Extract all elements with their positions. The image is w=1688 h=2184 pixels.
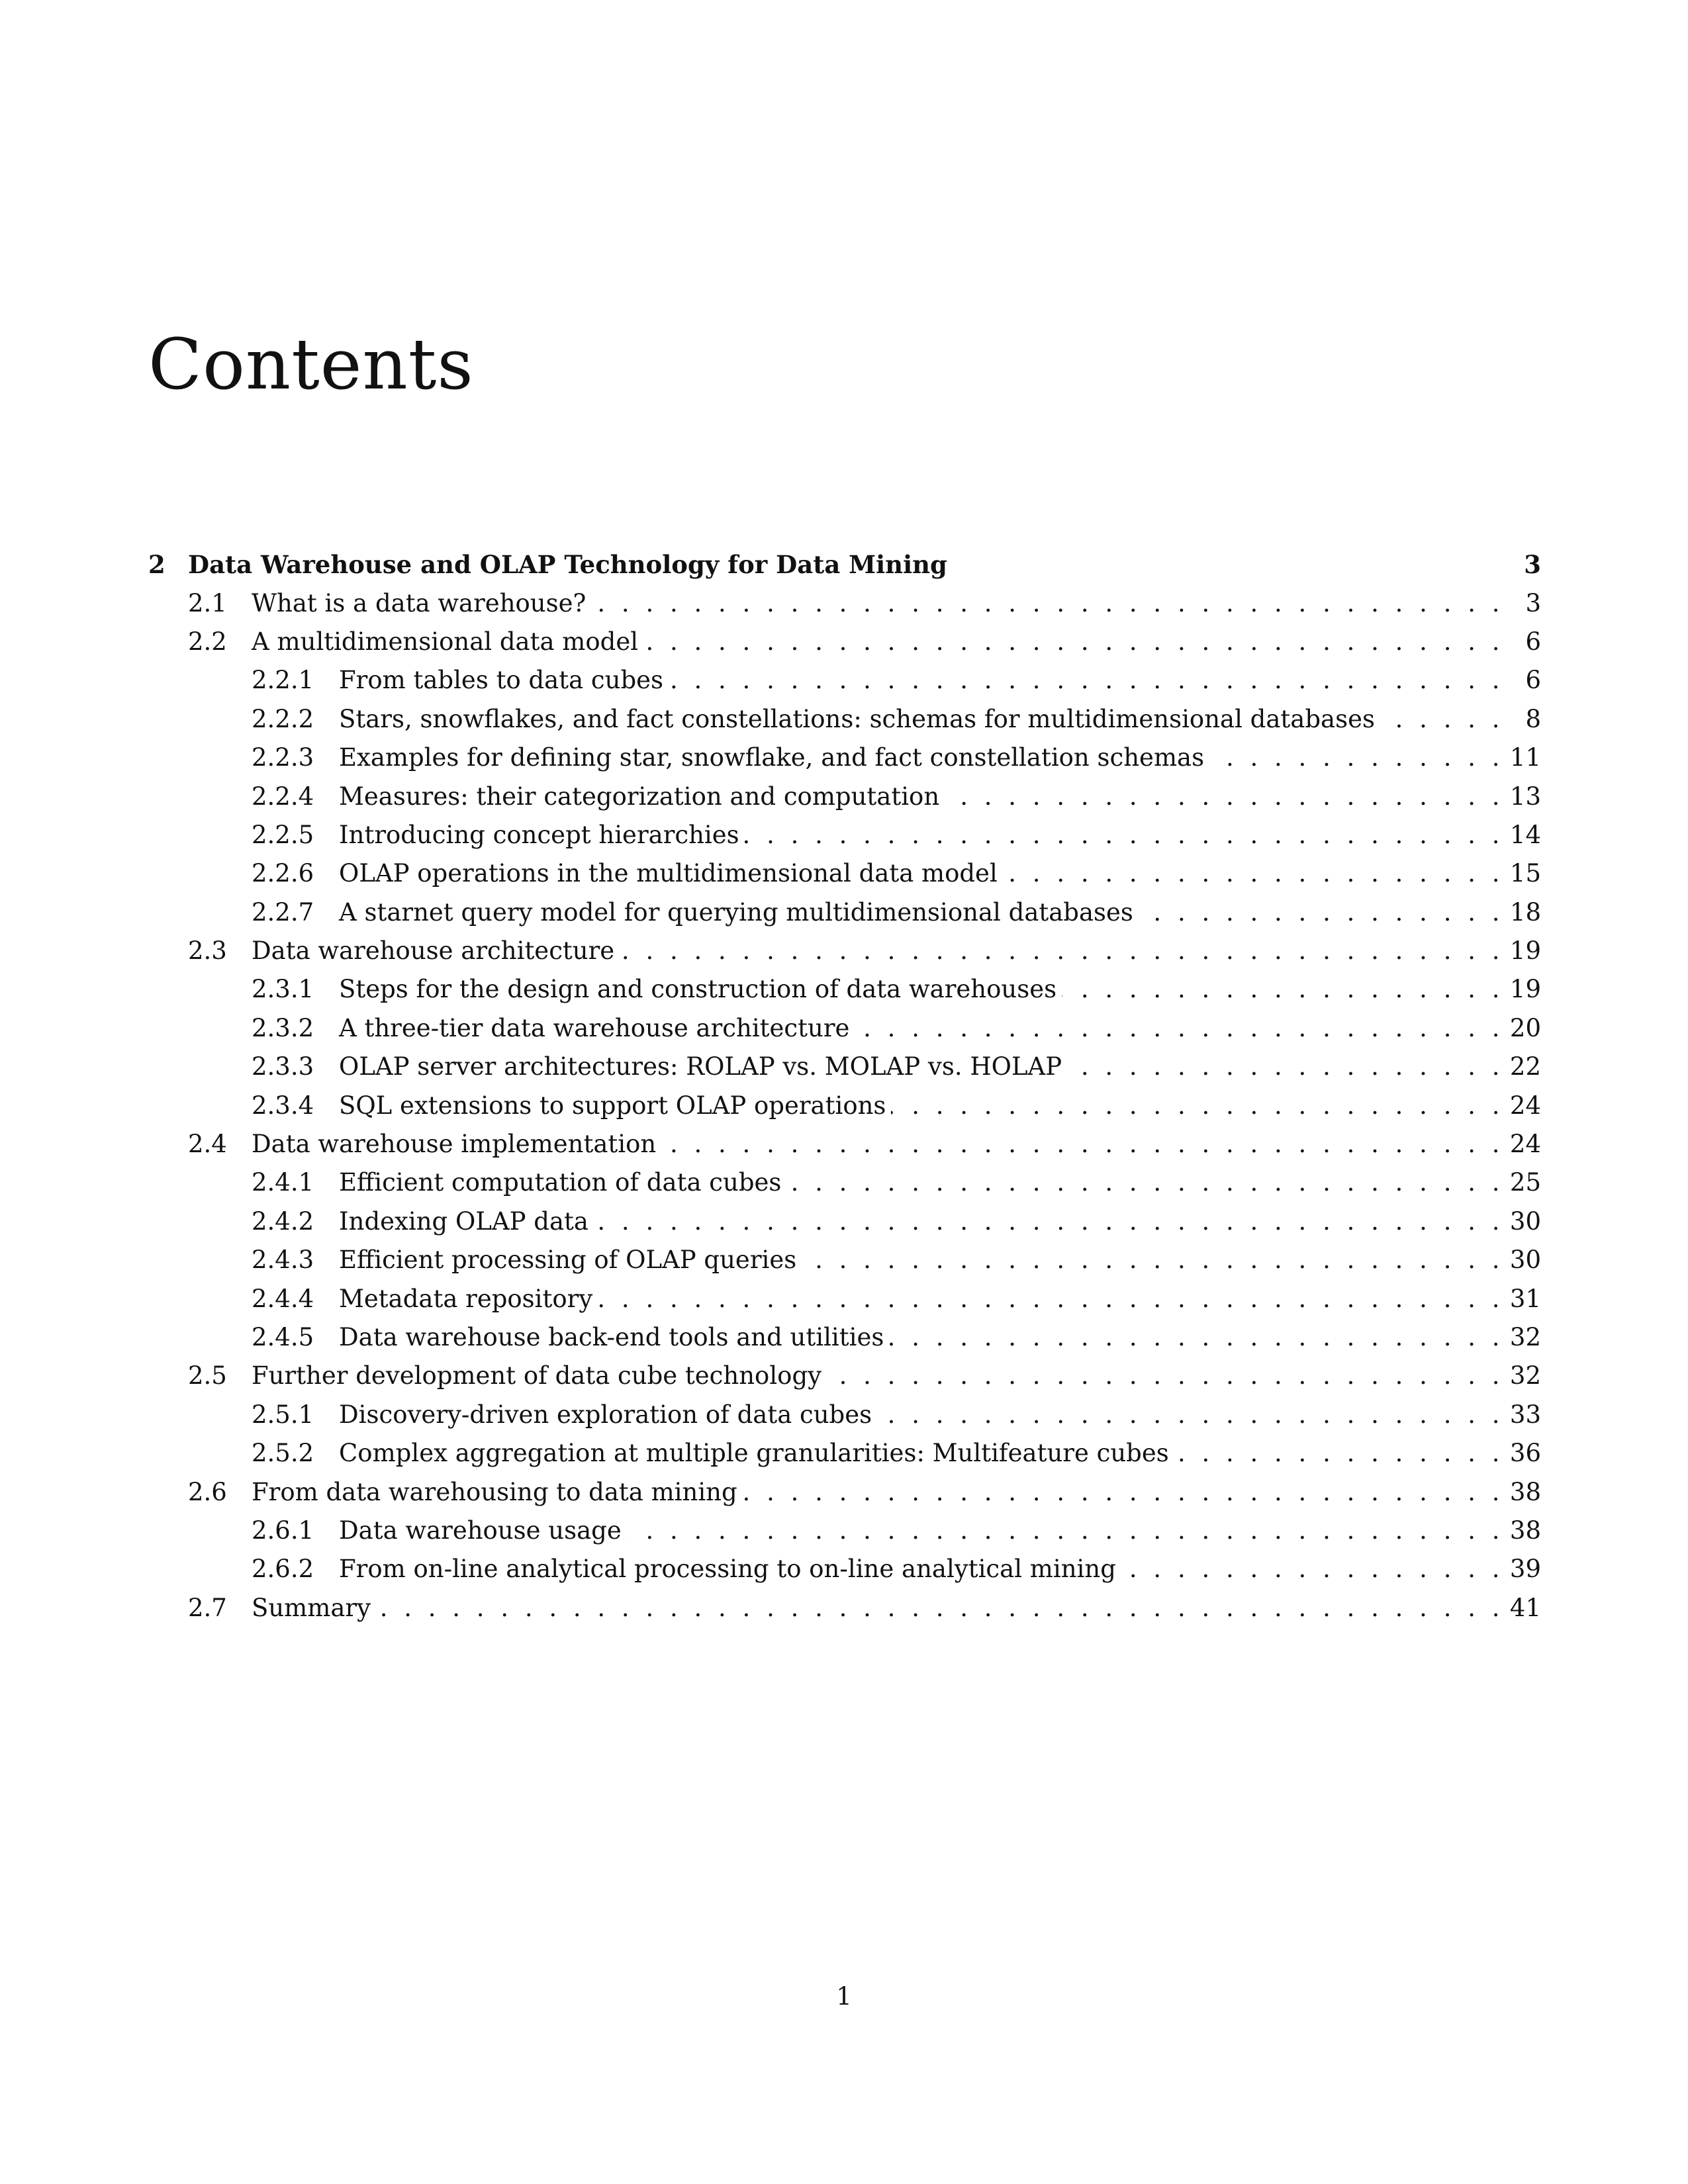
toc-entry-title: Complex aggregation at multiple granularities: Multifeature cubes <box>339 1439 1169 1468</box>
toc-dot-leader <box>1067 1048 1504 1086</box>
toc-entry-2-4-1[interactable] <box>148 1163 1541 1202</box>
toc-entry-page: 20 <box>1509 1013 1541 1042</box>
toc-leader <box>953 545 1504 584</box>
toc-entry-number: 2.3.2 <box>252 1013 314 1042</box>
toc-entry-number: 2.4.4 <box>252 1284 314 1313</box>
toc-entry-title: A three-tier data warehouse architecture <box>339 1013 850 1042</box>
toc-dot-leader <box>620 932 1504 970</box>
toc-entry-2-3-1[interactable] <box>148 970 1541 1009</box>
toc-entry-2-4[interactable] <box>148 1125 1541 1163</box>
toc-entry-page: 6 <box>1525 666 1541 695</box>
toc-entry-2-2-4[interactable] <box>148 777 1541 815</box>
toc-entry-title: A starnet query model for querying multidimensional databases <box>339 897 1133 927</box>
toc-entry-number: 2.2.2 <box>252 704 314 733</box>
toc-dot-leader <box>745 816 1504 854</box>
toc-dot-leader <box>669 661 1504 700</box>
toc-entry-title: Data warehouse back-end tools and utilities <box>339 1323 884 1351</box>
toc-entry-page: 19 <box>1509 936 1541 966</box>
toc-entry-page: 8 <box>1525 704 1541 733</box>
toc-entry-number: 2.2.3 <box>252 743 314 772</box>
toc-entry-number: 2.3.4 <box>252 1091 314 1120</box>
toc-entry-page: 3 <box>1525 588 1541 617</box>
toc-dot-leader <box>891 1087 1504 1125</box>
toc-entry-page: 22 <box>1509 1052 1541 1081</box>
toc-entry-page: 24 <box>1509 1130 1541 1159</box>
toc-entry-title: SQL extensions to support OLAP operations <box>339 1091 886 1120</box>
toc-entry-page: 13 <box>1509 782 1541 811</box>
toc-entry-title: Stars, snowflakes, and fact constellations: schemas for multidimensional databases <box>339 704 1375 733</box>
toc-entry-page: 30 <box>1509 1246 1541 1275</box>
toc-entry-number: 2.5.2 <box>252 1439 314 1468</box>
toc-dot-leader <box>661 1125 1504 1163</box>
toc-entry-page: 38 <box>1509 1516 1541 1545</box>
toc-entry-number: 2.6 <box>188 1477 227 1506</box>
toc-dot-leader <box>889 1318 1504 1357</box>
toc-entry-2-2-2[interactable] <box>148 700 1541 739</box>
toc-entry-2-2-7[interactable] <box>148 893 1541 932</box>
toc-entry-2-4-3[interactable] <box>148 1241 1541 1279</box>
toc-entry-title: Data warehouse implementation <box>252 1130 657 1159</box>
toc-entry-page: 38 <box>1509 1477 1541 1506</box>
toc-entry-2-3-3[interactable] <box>148 1048 1541 1086</box>
toc-entry-title: Introducing concept hierarchies <box>339 820 739 849</box>
toc-entry-number: 2.6.2 <box>252 1555 314 1584</box>
toc-entry-page: 15 <box>1509 859 1541 888</box>
toc-entry-2-2-1[interactable] <box>148 661 1541 700</box>
toc-entry-title: From tables to data cubes <box>339 666 664 695</box>
toc-entry-page: 14 <box>1509 820 1541 849</box>
toc-entry-title: Examples for defining star, snowflake, and fact constellation schemas <box>339 743 1205 772</box>
toc-entry-title: Data warehouse architecture <box>252 936 615 966</box>
toc-entry-2-4-2[interactable] <box>148 1203 1541 1241</box>
toc-entry-page: 32 <box>1509 1361 1541 1390</box>
toc-entry-page: 19 <box>1509 975 1541 1004</box>
toc-entry-number: 2.2.5 <box>252 820 314 849</box>
toc-dot-leader <box>827 1357 1504 1395</box>
toc-entry-number: 2.2.6 <box>252 859 314 888</box>
toc-entry-page: 18 <box>1509 897 1541 927</box>
toc-entry-title: From data warehousing to data mining <box>252 1477 737 1506</box>
toc-entry-number: 2.5.1 <box>252 1400 314 1429</box>
toc-entry-page: 3 <box>1524 550 1541 580</box>
toc-dot-leader <box>591 584 1504 623</box>
page-number: 1 <box>836 1982 852 2011</box>
toc-entry-title: A multidimensional data model <box>252 627 639 656</box>
toc-dot-leader <box>376 1589 1504 1627</box>
toc-entry-number: 2.2.7 <box>252 897 314 927</box>
toc-entry-page: 36 <box>1509 1439 1541 1468</box>
toc-entry-number: 2.2.4 <box>252 782 314 811</box>
toc-entry-number: 2.3 <box>188 936 227 966</box>
toc-entry-2-4-4[interactable] <box>148 1279 1541 1318</box>
toc-entry-2-2-5[interactable] <box>148 816 1541 854</box>
toc-entry-page: 41 <box>1509 1593 1541 1622</box>
toc-entry-title: OLAP operations in the multidimensional data model <box>339 859 998 888</box>
page-title: Contents <box>148 324 474 405</box>
toc-entry-title: Indexing OLAP data <box>339 1206 588 1236</box>
toc-entry-number: 2.4.3 <box>252 1246 314 1275</box>
toc-entry-title: Summary <box>252 1593 371 1622</box>
toc-entry-2-5-2[interactable] <box>148 1434 1541 1473</box>
toc-entry-page: 25 <box>1509 1168 1541 1197</box>
toc-entry-2-3-4[interactable] <box>148 1086 1541 1124</box>
toc-entry-number: 2.4 <box>188 1130 227 1159</box>
toc-entry-page: 11 <box>1509 743 1541 772</box>
toc-entry-title: What is a data warehouse? <box>252 588 586 617</box>
toc-entry-number: 2.3.1 <box>252 975 314 1004</box>
toc-entry-2-5-1[interactable] <box>148 1396 1541 1434</box>
toc-entry-2-3[interactable] <box>148 932 1541 970</box>
toc-dot-leader <box>1121 1550 1504 1588</box>
toc-entry-2-3-2[interactable] <box>148 1009 1541 1048</box>
toc-entry-title: Metadata repository <box>339 1284 593 1313</box>
toc-entry-2-6[interactable] <box>148 1473 1541 1511</box>
toc-entry-2-7[interactable] <box>148 1589 1541 1627</box>
toc-dot-leader <box>855 1009 1504 1048</box>
toc-entry-2-4-5[interactable] <box>148 1318 1541 1357</box>
toc-entry-page: 24 <box>1509 1091 1541 1120</box>
toc-entry-number: 2.7 <box>188 1593 227 1622</box>
toc-entry-chapter-2[interactable] <box>148 545 1541 584</box>
toc-entry-page: 32 <box>1509 1323 1541 1351</box>
toc-entry-2-6-1[interactable] <box>148 1512 1541 1550</box>
table-of-contents <box>148 545 1541 1627</box>
toc-dot-leader <box>598 1280 1504 1318</box>
toc-entry-title: Discovery-driven exploration of data cubes <box>339 1400 872 1429</box>
toc-entry-2-2[interactable] <box>148 623 1541 661</box>
toc-dot-leader <box>594 1203 1504 1241</box>
toc-entry-page: 6 <box>1525 627 1541 656</box>
toc-entry-page: 39 <box>1509 1555 1541 1584</box>
toc-dot-leader <box>945 778 1504 816</box>
toc-entry-number: 2.3.3 <box>252 1052 314 1081</box>
toc-entry-2-1[interactable] <box>148 584 1541 622</box>
toc-entry-number: 2.4.2 <box>252 1206 314 1236</box>
toc-dot-leader <box>802 1241 1504 1279</box>
toc-entry-page: 33 <box>1509 1400 1541 1429</box>
toc-entry-number: 2 <box>148 550 165 580</box>
toc-entry-page: 30 <box>1509 1206 1541 1236</box>
toc-dot-leader <box>1209 739 1504 777</box>
toc-entry-number: 2.4.5 <box>252 1323 314 1351</box>
toc-entry-title: OLAP server architectures: ROLAP vs. MOLAP vs. HOLAP <box>339 1052 1062 1081</box>
toc-dot-leader <box>1062 970 1504 1009</box>
toc-entry-2-2-6[interactable] <box>148 854 1541 893</box>
toc-entry-number: 2.2 <box>188 627 227 656</box>
toc-dot-leader <box>1380 700 1504 739</box>
toc-dot-leader <box>1139 893 1504 932</box>
toc-entry-title: Steps for the design and construction of data warehouses <box>339 975 1057 1004</box>
toc-entry-2-6-2[interactable] <box>148 1550 1541 1588</box>
toc-entry-title: Efficient computation of data cubes <box>339 1168 782 1197</box>
toc-dot-leader <box>786 1163 1504 1202</box>
toc-entry-number: 2.2.1 <box>252 666 314 695</box>
toc-dot-leader <box>643 623 1504 661</box>
toc-dot-leader <box>1003 854 1504 893</box>
toc-entry-2-2-3[interactable] <box>148 739 1541 777</box>
toc-dot-leader <box>877 1396 1504 1434</box>
toc-dot-leader <box>743 1473 1504 1512</box>
toc-entry-number: 2.1 <box>188 588 227 617</box>
toc-dot-leader <box>1174 1434 1504 1473</box>
toc-entry-title: Measures: their categorization and computation <box>339 782 940 811</box>
toc-entry-number: 2.5 <box>188 1361 227 1390</box>
toc-entry-2-5[interactable] <box>148 1357 1541 1395</box>
toc-entry-title: Further development of data cube technology <box>252 1361 822 1390</box>
toc-entry-number: 2.4.1 <box>252 1168 314 1197</box>
toc-entry-number: 2.6.1 <box>252 1516 314 1545</box>
toc-entry-title: Efficient processing of OLAP queries <box>339 1246 797 1275</box>
toc-dot-leader <box>627 1512 1504 1550</box>
toc-entry-title: Data Warehouse and OLAP Technology for Data Mining <box>188 550 947 580</box>
toc-entry-title: From on-line analytical processing to on-line analytical mining <box>339 1555 1116 1584</box>
toc-entry-page: 31 <box>1509 1284 1541 1313</box>
toc-entry-title: Data warehouse usage <box>339 1516 622 1545</box>
